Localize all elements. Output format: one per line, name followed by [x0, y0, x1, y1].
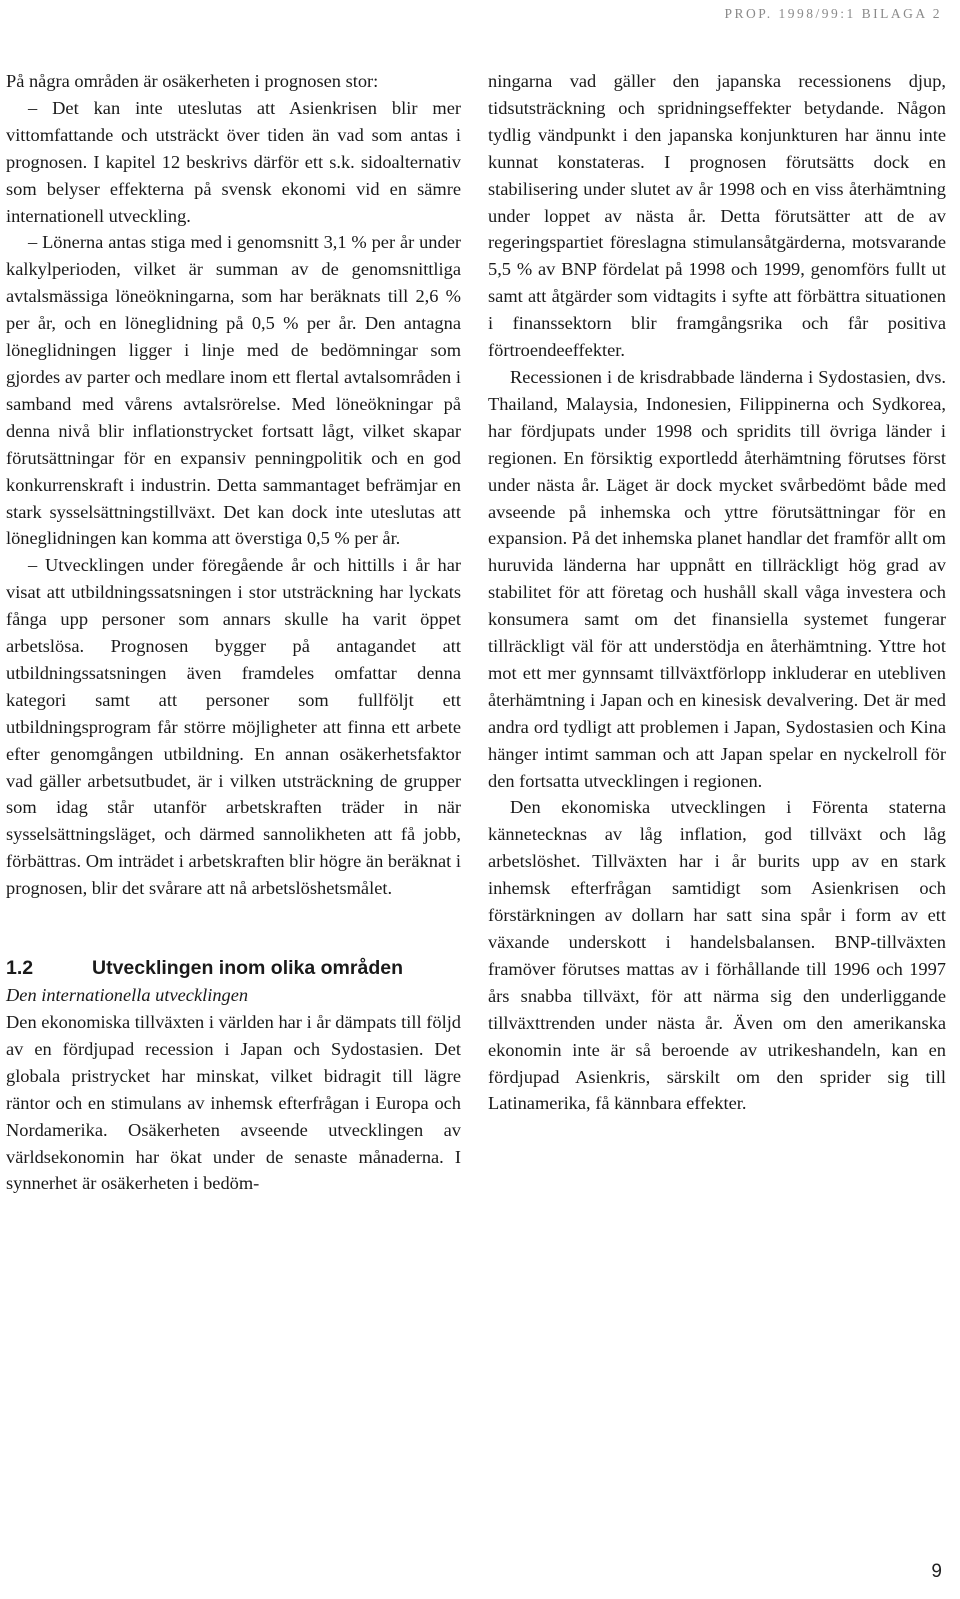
left-column: [6, 68, 461, 1197]
body-paragraph-southeast-asia: Recessionen i de krisdrabbade länderna i Sydostasien, dvs. Thailand, Malaysia, Indonesien, Filippinerna och Sydkorea, har fördjupats under 1998 och spridits till övriga länder i regionen. En försiktig exportledd återhämtning förutses först under nästa år. Läget är dock mycket svårbedömt både med avseende på inhemska och yttre förutsättningar för en expansion. På det inhemska planet handlar det framför allt om huruvida länderna har uppnått en tillräckligt hög grad av stabilitet för att företag och hushåll skall våga investera och konsumera samt om det finansiella systemet fungerar tillräckligt väl för att understödja en återhämtning. Yttre hot mot ett mer gynnsamt tillväxtförlopp inkluderar en utebliven återhämtning i Japan och en kinesisk devalvering. Det är med andra ord tydligt att problemen i Japan, Sydostasien och Kina hänger intimt samman och att Japan spelar en nyckelroll för den fortsatta utvecklingen i regionen.: [488, 366, 946, 791]
section-title: Utvecklingen inom olika områden: [92, 957, 403, 980]
body-paragraph-usa: Den ekonomiska utvecklingen i Förenta staterna kännetecknas av låg inflation, god tillväxt och låg arbetslöshet. Tillväxten har i år burits upp av en stark inhemsk efterfrågan samtidigt som Asienkrisen och förstärkningen av dollarn har satt sina spår i form av ett växande underskott i handelsbalansen. BNP-tillväxten framöver förutses mattas av i förhållande till 1996 och 1997 års snabba tillväxt, för att närma sig den underliggande tillväxttrenden under nästa år. Även om den amerikanska ekonomin inte är så beroende av utrikeshandeln, kan en fördjupad Asienkris, särskilt om den sprider sig till Latinamerika, få kännbara effekter.: [488, 797, 946, 1114]
bullet-asia-crisis: – Det kan inte uteslutas att Asienkrisen blir mer vittomfattande och utsträckt över tiden än vad som antas i prognosen. I kapitel 12 beskrivs därför ett s.k. sidoalternativ som belyser effekterna på svensk ekonomi vid en sämre internationell utveckling.: [6, 97, 461, 226]
subheading: Den internationella utvecklingen: [6, 985, 249, 1006]
intro-paragraph: På några områden är osäkerheten i prognosen stor:: [6, 71, 379, 91]
page-number: 9: [931, 1561, 942, 1582]
body-paragraph: Den ekonomiska tillväxten i världen har i år dämpats till följd av en fördjupad recession i Japan och Sydostasien. Det globala pristrycket har minskat, vilket bidragit till lägre räntor och en stimulans av inhemsk efterfrågan i Europa och Nordamerika. Osäkerheten avseende utvecklingen av världsekonomin har ökat under de senaste månaderna. I synnerhet är osäkerheten i bedöm-: [6, 1012, 461, 1194]
body-paragraph-japan: ningarna vad gäller den japanska recessionens djup, tidsutsträckning och spridningseffekter betydande. Någon tydlig vändpunkt i den japanska konjunkturen har ännu inte kunnat konstateras. I prognosen förutsätts dock en stabilisering under slutet av år 1998 och en viss återhämtning under loppet av nästa år. Detta förutsätter att de av regeringspartiet föreslagna stimulansåtgärderna, motsvarande 5,5 % av BNP fördelat på 1998 och 1999, genomförs fullt ut samt att åtgärder som vidtagits i syfte att förbättra situationen i finanssektorn blir framgångsrika och får positiva förtroendeeffekter.: [488, 71, 946, 361]
section-heading: [6, 954, 461, 982]
right-column: [488, 68, 946, 1117]
section-number: 1.2: [6, 957, 34, 980]
running-head: PROP. 1998/99:1 BILAGA 2: [724, 6, 942, 21]
bullet-education: – Utvecklingen under föregående år och hittills i år har visat att utbildningssatsningen i stor utsträckning har lyckats fånga upp personer som annars skulle ha varit öppet arbetslösa. Prognosen bygger på antagandet att utbildningssatsningen även framdeles omfattar denna kategori samt att personer som fullföljt ett utbildningsprogram får större möjligheter att finna ett arbete efter genomgången utbildning. En annan osäkerhetsfaktor vad gäller arbetsutbudet, är i vilken utsträckning de grupper som idag står utanför arbetskraften träder in när sysselsättningsläget, och därmed sannolikheten att få jobb, förbättras. Om inträdet i arbetskraften blir högre än beräknat i prognosen, blir det svårare att nå arbetslöshetsmålet.: [6, 555, 461, 899]
bullet-wages: – Lönerna antas stiga med i genomsnitt 3,1 % per år under kalkylperioden, vilket är summan av de genomsnittliga avtalsmässiga löneökningarna, som har beräknats till 2,6 % per år, och en löneglidning på 0,5 % per år. Den antagna löneglidningen ligger i linje med de bedömningar som gjordes av parter och medlare inom ett flertal avtalsområden i samband med vårens avtalsrörelse. Med löneökningar på denna nivå blir inflationstrycket fortsatt lågt, vilket skapar förutsättningar för en expansiv penningpolitik och en god konkurrenskraft i industrin. Detta sammantaget befrämjar en stark sysselsättningstillväxt. Det kan dock inte uteslutas att löneglidningen kan komma att överstiga 0,5 % per år.: [6, 232, 461, 549]
